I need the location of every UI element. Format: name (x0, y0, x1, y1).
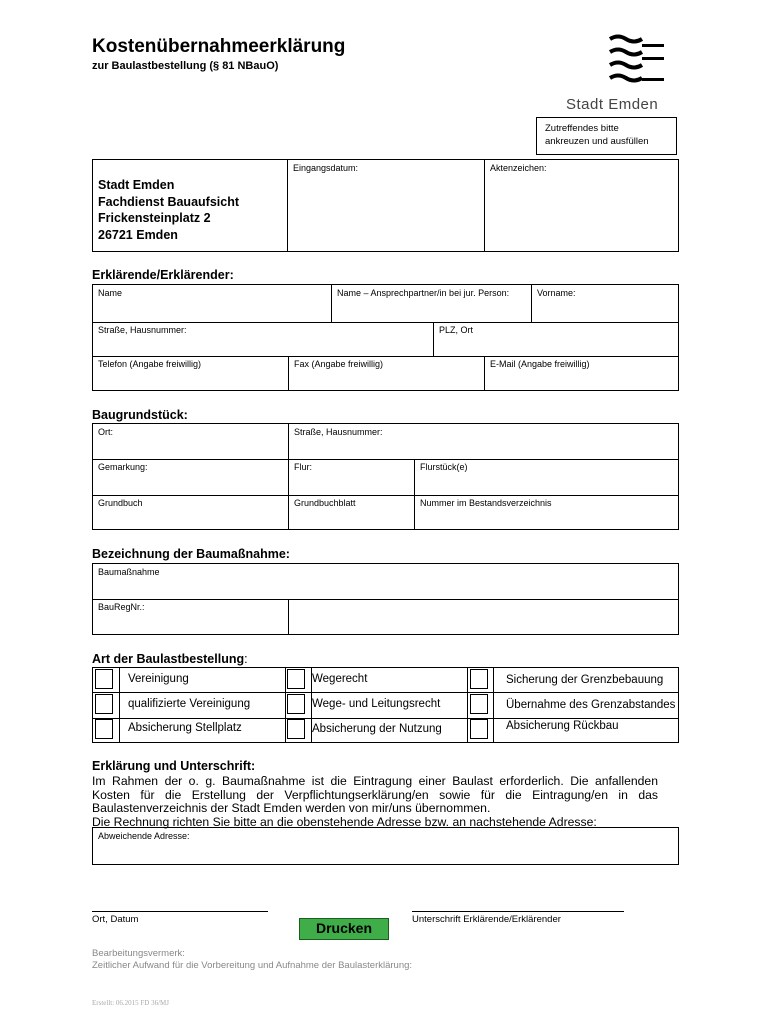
instruction-note (536, 117, 677, 155)
vorname-label: Vorname: (537, 288, 576, 298)
checkbox-wege-leitungsrecht[interactable] (287, 694, 305, 714)
note-line: ankreuzen und ausfüllen (545, 136, 649, 147)
section-art (92, 652, 248, 666)
flur-field[interactable] (288, 459, 415, 495)
page-title: Kostenübernahmeerklärung (92, 36, 346, 57)
ort-datum-label: Ort, Datum (92, 914, 139, 925)
flur-label: Flur: (294, 462, 312, 472)
gemarkung-label: Gemarkung: (98, 462, 148, 472)
checkbox-absicherung-rueckbau[interactable] (470, 719, 488, 739)
ort-datum-line[interactable] (92, 911, 268, 912)
abweichende-adresse-field[interactable] (92, 827, 679, 865)
option-label: Wegerecht (312, 673, 368, 685)
grundbuch-label: Grundbuch (98, 498, 143, 508)
address-line: Stadt Emden (98, 178, 175, 192)
erstellt-footer: Erstellt: 06.2015 FD 36/MJ (92, 999, 170, 1007)
checkbox-uebernahme-grenzabstand[interactable] (470, 694, 488, 714)
checkbox-absicherung-stellplatz[interactable] (95, 719, 113, 739)
ort-label: Ort: (98, 427, 113, 437)
baumassnahme-table (92, 563, 679, 635)
eingangsdatum-cell[interactable] (287, 160, 359, 251)
email-field[interactable] (484, 356, 680, 391)
checkbox-wegerecht[interactable] (287, 669, 305, 689)
fax-field[interactable] (288, 356, 485, 391)
telefon-label: Telefon (Angabe freiwillig) (98, 359, 202, 369)
option-label: qualifizierte Vereinigung (128, 698, 251, 710)
plz-field[interactable] (433, 322, 680, 356)
brand-name: Stadt Emden (566, 96, 659, 113)
checkbox-absicherung-nutzung[interactable] (287, 719, 305, 739)
grundstueck-table (92, 423, 679, 530)
aufwand-label: Zeitlicher Aufwand für die Vorbereitung und Aufnahme der Baulasterklärung: (92, 960, 413, 971)
gemarkung-field[interactable] (93, 459, 288, 495)
checkbox-vereinigung[interactable] (95, 669, 113, 689)
name-label: Name (98, 288, 123, 298)
name-field[interactable] (93, 285, 331, 322)
unterschrift-label: Unterschrift Erklärende/Erklärender (412, 914, 561, 925)
stadt-emden-logo-icon (608, 33, 678, 89)
art-heading-colon: : (244, 652, 248, 666)
aktenzeichen-cell[interactable] (484, 160, 547, 251)
erklaerung-line: Die Rechnung richten Sie bitte an die obenstehende Adresse bzw. an nachstehende Adresse: (92, 814, 597, 829)
note-line: Zutreffendes bitte (545, 123, 619, 134)
grundbuchblatt-label: Grundbuchblatt (294, 498, 356, 508)
baumassnahme-label: Baumaßnahme (98, 567, 160, 577)
checkbox-qualifizierte-vereinigung[interactable] (95, 694, 113, 714)
section-erklaerende: Erklärende/Erklärender: (92, 268, 234, 282)
email-label: E-Mail (Angabe freiwillig) (490, 359, 590, 369)
eingangsdatum-label: Eingangsdatum: (293, 163, 359, 173)
page-subtitle: zur Baulastbestellung (§ 81 NBauO) (92, 60, 279, 72)
baumassnahme-field[interactable] (93, 564, 679, 599)
option-label: Absicherung Stellplatz (128, 722, 242, 734)
art-heading: Art der Baulastbestellung (92, 652, 245, 666)
ansprechpartner-label: Name – Ansprechpartner/in bei jur. Person: (337, 288, 510, 298)
fax-label: Fax (Angabe freiwillig) (294, 359, 384, 369)
telefon-field[interactable] (93, 356, 288, 391)
flurstueck-label: Flurstück(e) (420, 462, 468, 472)
strasse-field[interactable] (93, 322, 433, 356)
grundbuchblatt-field[interactable] (288, 495, 415, 530)
option-label: Wege- und Leitungsrecht (312, 698, 441, 710)
option-label: Absicherung Rückbau (506, 720, 619, 732)
section-baumassnahme: Bezeichnung der Baumaßnahme: (92, 547, 290, 561)
erklaerung-line: Baulastenverzeichnis der Stadt Emden werden von mir/uns übernommen. (92, 801, 491, 816)
section-erklaerung: Erklärung und Unterschrift: (92, 759, 256, 773)
address-line: 26721 Emden (98, 227, 178, 242)
erklaerung-text (92, 775, 658, 829)
ort-field[interactable] (93, 424, 288, 459)
recipient-address (98, 177, 239, 243)
bauregnr-label: BauRegNr.: (98, 602, 145, 612)
checkbox-sicherung-grenzbebauung[interactable] (470, 669, 488, 689)
address-line: Frickensteinplatz 2 (98, 211, 211, 225)
abweichende-adresse-label: Abweichende Adresse: (98, 831, 190, 841)
unterschrift-line[interactable] (412, 911, 624, 912)
erklaerung-line: Im Rahmen der o. g. Baumaßnahme ist die Eintragung einer Baulast erforderlich. Die anfallenden (92, 774, 658, 788)
bestandsverzeichnis-field[interactable] (414, 495, 680, 530)
bestandsverzeichnis-label: Nummer im Bestandsverzeichnis (420, 498, 552, 508)
section-grundstueck: Baugrundstück: (92, 408, 188, 422)
flurstueck-field[interactable] (414, 459, 680, 495)
erklaerende-table (92, 284, 679, 391)
erklaerung-line: Kosten für die Erstellung der Verpflichtungserklärung/en sowie für die Eintragung/en in das (92, 787, 658, 802)
print-button[interactable]: Drucken (299, 918, 389, 940)
grundbuch-field[interactable] (93, 495, 288, 530)
address-line: Fachdienst Bauaufsicht (98, 194, 239, 209)
option-label: Absicherung der Nutzung (312, 723, 442, 735)
bauregnr-label-cell (93, 599, 288, 635)
plz-label: PLZ, Ort (439, 325, 474, 335)
strasse-label: Straße, Hausnummer: (98, 325, 187, 335)
aktenzeichen-label: Aktenzeichen: (490, 163, 547, 173)
option-label: Vereinigung (128, 673, 189, 685)
grundstueck-strasse-field[interactable] (288, 424, 680, 459)
bearbeitungsvermerk-label: Bearbeitungsvermerk: (92, 948, 185, 959)
ansprechpartner-field[interactable] (331, 285, 532, 322)
option-label: Übernahme des Grenzabstandes (506, 699, 676, 711)
grundstueck-strasse-label: Straße, Hausnummer: (294, 427, 383, 437)
option-label: Sicherung der Grenzbebauung (506, 674, 664, 686)
vorname-field[interactable] (531, 285, 680, 322)
bauregnr-field[interactable] (288, 599, 680, 635)
